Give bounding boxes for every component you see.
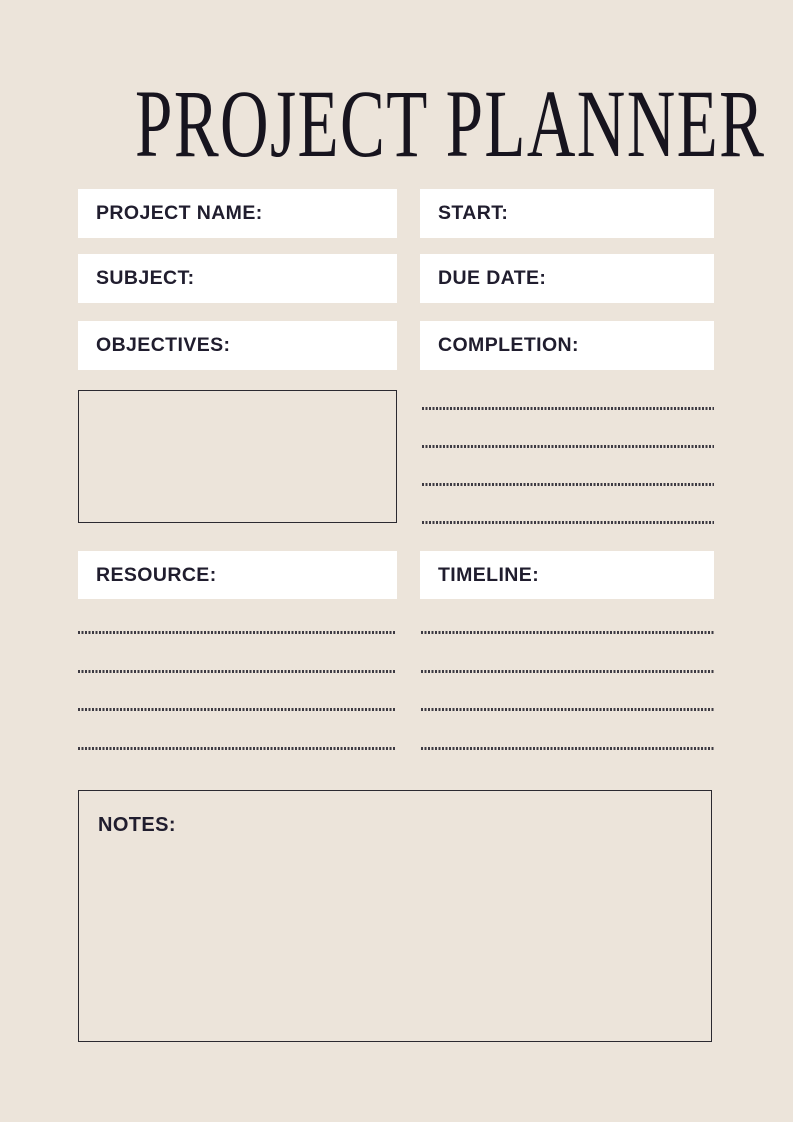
field-box-timeline[interactable] [420, 551, 714, 599]
notes-box[interactable] [78, 790, 712, 1042]
timeline-writing-line-1[interactable] [421, 631, 714, 634]
field-box-resource[interactable] [78, 551, 397, 599]
page-title [0, 70, 793, 177]
timeline-writing-line-3[interactable] [421, 708, 714, 711]
subject-label: SUBJECT: [96, 267, 195, 289]
resource-writing-line-4[interactable] [78, 747, 396, 750]
field-box-start[interactable] [420, 189, 714, 238]
completion-writing-line-4[interactable] [422, 521, 714, 524]
timeline-label: TIMELINE: [438, 563, 540, 586]
resource-writing-line-1[interactable] [78, 631, 396, 634]
field-box-due-date[interactable] [420, 254, 714, 303]
resource-label: RESOURCE: [96, 563, 217, 586]
page-title-text: PROJECT PLANNER [135, 70, 766, 177]
completion-writing-line-3[interactable] [422, 483, 714, 486]
field-box-completion[interactable] [420, 321, 714, 370]
objectives-write-box[interactable] [78, 390, 397, 523]
field-box-objectives[interactable] [78, 321, 397, 370]
completion-writing-line-1[interactable] [422, 407, 714, 410]
project-name-label: PROJECT NAME: [96, 202, 263, 224]
completion-label: COMPLETION: [438, 334, 579, 356]
due-date-label: DUE DATE: [438, 267, 547, 289]
timeline-writing-line-4[interactable] [421, 747, 714, 750]
field-box-project-name[interactable] [78, 189, 397, 238]
objectives-label: OBJECTIVES: [96, 334, 231, 356]
resource-writing-line-3[interactable] [78, 708, 396, 711]
completion-writing-line-2[interactable] [422, 445, 714, 448]
timeline-writing-line-2[interactable] [421, 670, 714, 673]
start-label: START: [438, 202, 509, 224]
resource-writing-line-2[interactable] [78, 670, 396, 673]
field-box-subject[interactable] [78, 254, 397, 303]
notes-label: NOTES: [98, 814, 176, 836]
